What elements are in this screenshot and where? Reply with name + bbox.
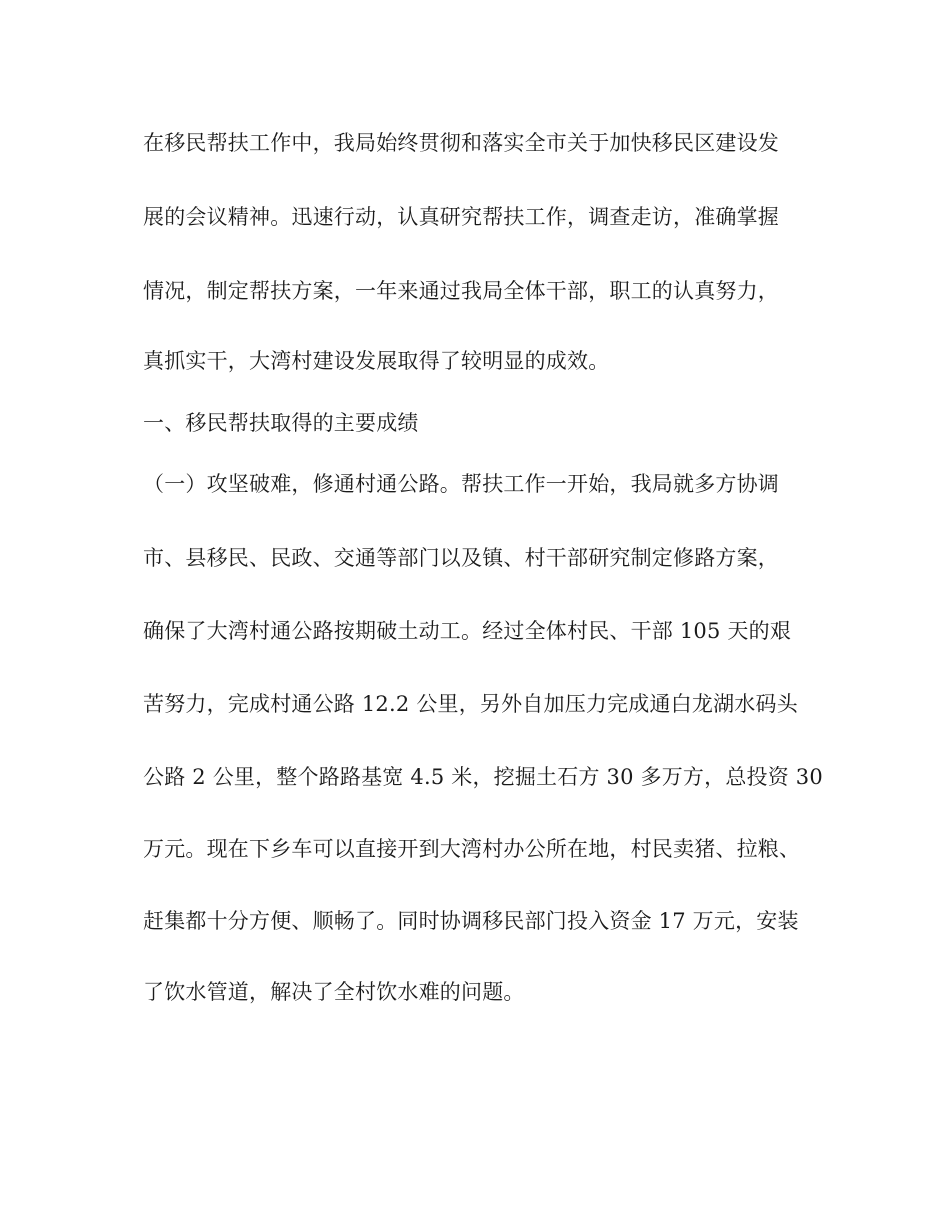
intro-paragraph-line: 展的会议精神。迅速行动，认真研究帮扶工作，调查走访，准确掌握 [143, 205, 779, 229]
intro-paragraph-line: 在移民帮扶工作中，我局始终贯彻和落实全市关于加快移民区建设发 [143, 131, 779, 155]
body-paragraph-line: 赶集都十分方便、顺畅了。同时协调移民部门投入资金 17 万元，安装 [143, 909, 799, 933]
body-paragraph-line: 确保了大湾村通公路按期破土动工。经过全体村民、干部 105 天的艰 [143, 619, 792, 643]
body-paragraph-line: 市、县移民、民政、交通等部门以及镇、村干部研究制定修路方案， [143, 546, 779, 570]
intro-paragraph-line: 情况，制定帮扶方案，一年来通过我局全体干部，职工的认真努力， [143, 279, 779, 303]
section-heading: 一、移民帮扶取得的主要成绩 [143, 411, 419, 435]
body-paragraph-line: 公路 2 公里，整个路路基宽 4.5 米，挖掘土石方 30 多万方，总投资 30 [143, 765, 823, 789]
body-paragraph-line: 万元。现在下乡车可以直接开到大湾村办公所在地，村民卖猪、拉粮、 [143, 837, 801, 861]
intro-paragraph-line: 真抓实干，大湾村建设发展取得了较明显的成效。 [143, 349, 610, 373]
body-paragraph-line: 苦努力，完成村通公路 12.2 公里，另外自加压力完成通白龙湖水码头 [143, 692, 798, 716]
body-paragraph-line: 了饮水管道，解决了全村饮水难的问题。 [143, 980, 525, 1004]
body-paragraph-line: （一）攻坚破难，修通村通公路。帮扶工作一开始，我局就多方协调 [143, 472, 779, 496]
